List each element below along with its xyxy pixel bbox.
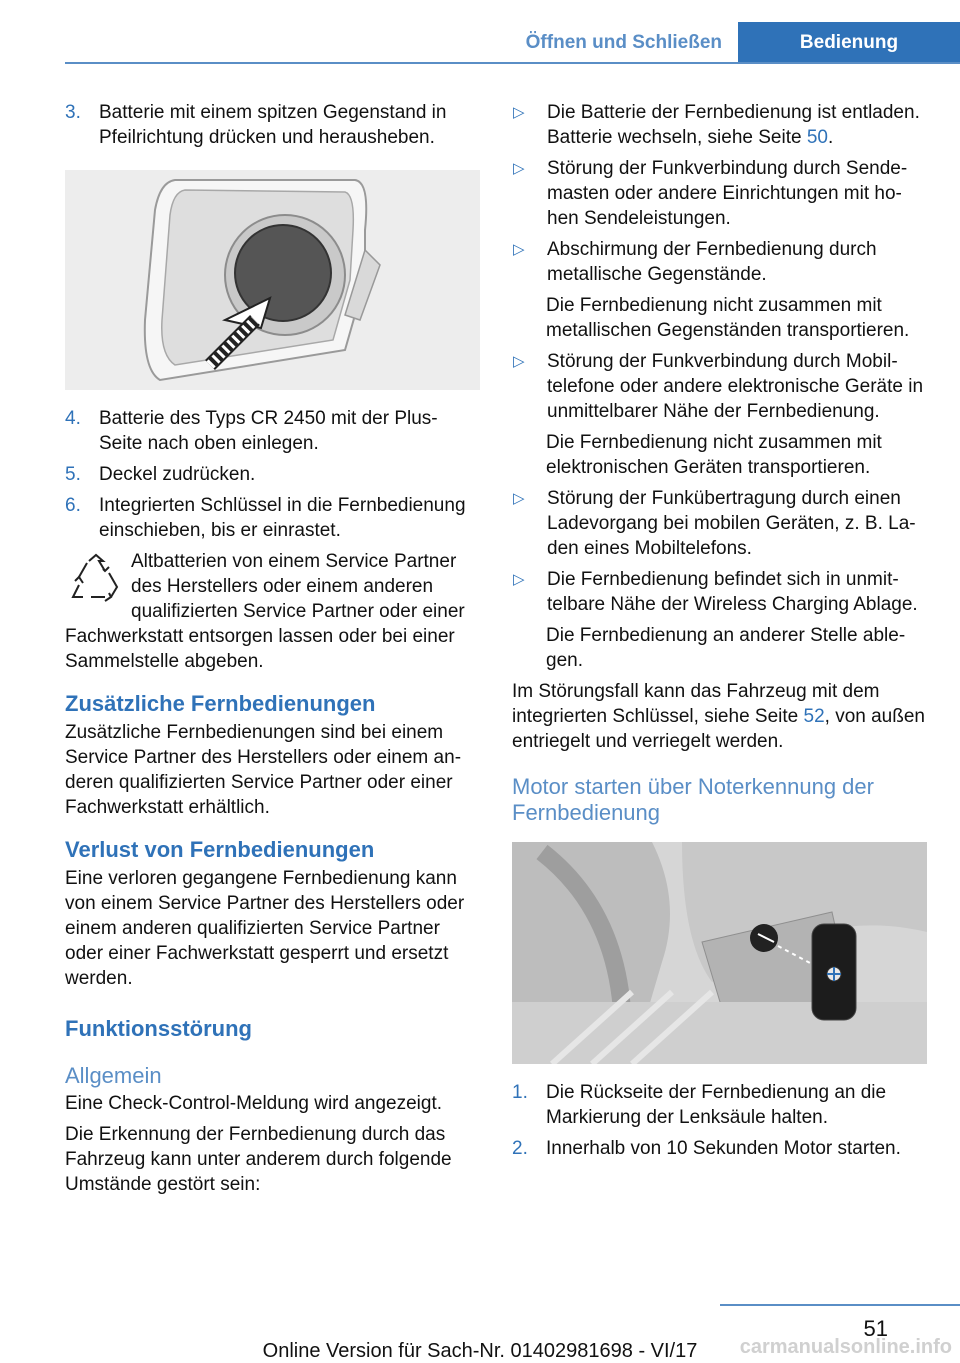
bullet-text-end: .	[827, 127, 834, 148]
step-2	[512, 1136, 927, 1161]
step-4	[65, 406, 480, 456]
list-item	[512, 100, 927, 150]
list-item	[512, 349, 927, 424]
bullet-triangle-icon: ▷	[513, 160, 525, 177]
header-section-title: Öffnen und Schließen	[525, 32, 722, 53]
heading-additional-remotes: Zusätzliche Fernbedienungen	[65, 691, 376, 716]
step-text: Batterie mit einem spitzen Gegenstand in Pfeilrichtung drücken und herausheben.	[99, 102, 447, 148]
step-number: 1.	[512, 1082, 528, 1103]
bullet-subtext: Die Fernbedienung an anderer Stelle ablegen.	[546, 625, 906, 671]
step-number: 3.	[65, 102, 81, 123]
step-text: Innerhalb von 10 Sekunden Motor starten.	[546, 1138, 901, 1159]
header-rule	[65, 62, 960, 64]
disposal-note	[65, 549, 480, 674]
heading-malfunction: Funktionsstörung	[65, 1016, 252, 1041]
paragraph-lost-remotes: Eine verloren gegangene Fernbedienung kann von einem Service Partner des Herstellers oder einem anderen qualifizierten Service Partner oder einer Fachwerkstatt gesperrt und ersetzt werden.	[65, 868, 465, 989]
page-link-50[interactable]: 50	[806, 127, 828, 148]
bullet-subtext: Die Fernbedienung nicht zusammen mit metallischen Gegenständen transportieren.	[546, 295, 910, 341]
step-5	[65, 462, 480, 487]
bullet-text: Störung der Funkverbindung durch Sendemasten oder andere Einrichtungen mit hohen Sendeleistungen.	[547, 158, 908, 229]
step-text: Deckel zudrücken.	[99, 464, 256, 485]
page-number: 51	[863, 1316, 888, 1341]
list-item	[512, 567, 927, 617]
bullet-triangle-icon: ▷	[513, 104, 525, 121]
bullet-text: Störung der Funkübertragung durch einen Ladevorgang bei mobilen Geräten, z. B. Laden eines Mobiltelefons.	[547, 488, 916, 559]
step-1	[512, 1080, 927, 1130]
paragraph-fallback	[512, 679, 927, 754]
step-number: 4.	[65, 408, 81, 429]
footer-online-version: Online Version für Sach-Nr. 01402981698 - VI/17	[262, 1340, 698, 1362]
step-text: Die Rückseite der Fernbedienung an die Markierung der Lenksäule halten.	[546, 1082, 887, 1128]
bullet-triangle-icon: ▷	[513, 490, 525, 507]
heading-general: Allgemein	[65, 1063, 162, 1088]
paragraph-check-control: Eine Check-Control-Meldung wird angezeigt.	[65, 1093, 443, 1114]
steering-column-illustration	[512, 842, 927, 1064]
bullet-triangle-icon: ▷	[513, 571, 525, 588]
paragraph-detection: Die Erkennung der Fernbedienung durch das Fahrzeug kann unter anderem durch folgende Umstände gestört sein:	[65, 1124, 452, 1195]
step-6	[65, 493, 480, 543]
heading-lost-remotes: Verlust von Fernbedienungen	[65, 837, 375, 862]
list-item	[512, 486, 927, 561]
paragraph-text: Im Störungsfall kann das Fahrzeug mit dem integrierten Schlüssel, siehe Seite	[512, 681, 880, 727]
right-column	[512, 100, 927, 1167]
bullet-triangle-icon: ▷	[513, 241, 525, 258]
paragraph-text-end: , von außen entriegelt und verriegelt werden.	[512, 706, 925, 752]
watermark: carmanualsonline.info	[739, 1336, 952, 1358]
bullet-text: Die Fernbedienung befindet sich in unmittelbare Nähe der Wireless Charging Ablage.	[547, 569, 918, 615]
bullet-triangle-icon: ▷	[513, 353, 525, 370]
step-number: 2.	[512, 1138, 528, 1159]
battery-removal-illustration	[65, 170, 480, 390]
page-link-52[interactable]: 52	[803, 706, 825, 727]
list-item	[512, 237, 927, 287]
recycling-icon	[65, 551, 127, 609]
paragraph-additional-remotes: Zusätzliche Fernbedienungen sind bei einem Service Partner des Herstellers oder einem anderen qualifizierten Service Partner oder einer Fachwerkstatt erhältlich.	[65, 722, 462, 818]
left-column	[65, 100, 480, 1203]
bullet-text: Abschirmung der Fernbedienung durch metallische Gegenstände.	[547, 239, 877, 285]
heading-emergency-start: Motor starten über Noterkennung der Fernbedienung	[512, 774, 874, 825]
header-chapter-tab: Bedienung	[738, 22, 960, 64]
list-item	[512, 156, 927, 231]
step-text: Batterie des Typs CR 2450 mit der Plus-Seite nach oben einlegen.	[99, 408, 438, 454]
step-number: 6.	[65, 495, 81, 516]
step-3	[65, 100, 480, 150]
bullet-text: Die Batterie der Fernbedienung ist entladen. Batterie wechseln, siehe Seite	[547, 102, 920, 148]
disposal-text: Altbatterien von einem Service Partner des Herstellers oder einem anderen qualifizierten Service Partner oder einer Fachwerkstatt entsorgen lassen oder bei einer Sammelstelle abgeben.	[65, 551, 465, 672]
step-text: Integrierten Schlüssel in die Fernbedienung einschieben, bis er einrastet.	[99, 495, 466, 541]
bullet-subtext: Die Fernbedienung nicht zusammen mit elektronischen Geräten transportieren.	[546, 432, 882, 478]
bullet-text: Störung der Funkverbindung durch Mobiltelefone oder andere elektronische Geräte in unmittelbarer Nähe der Fernbedienung.	[547, 351, 924, 422]
step-number: 5.	[65, 464, 81, 485]
footer-rule	[720, 1304, 960, 1306]
